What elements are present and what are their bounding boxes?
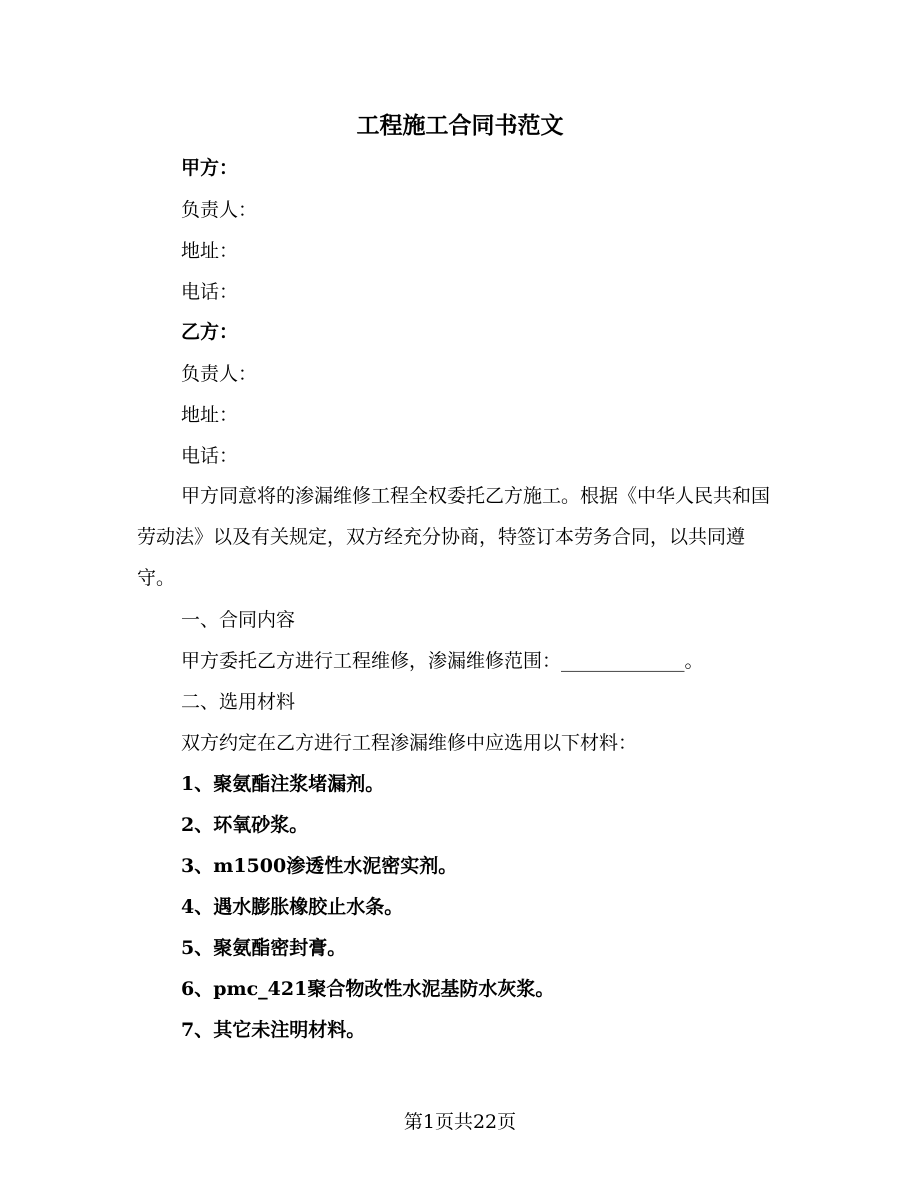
party-b-heading: 乙方： — [181, 321, 239, 343]
intro-text: 甲方同意将的渗漏维修工程全权委托乙方施工。根据《中华人民共和国劳动法》以及有关规定，双方经充分协商，特签订本劳务合同，以共同遵守。 — [137, 485, 771, 589]
intro-paragraph — [137, 476, 777, 599]
material-item: 3、m1500渗透性水泥密实剂。 — [181, 855, 458, 877]
party-b-address-field: 地址： — [181, 404, 239, 426]
material-item: 5、聚氨酯密封膏。 — [181, 937, 347, 959]
material-item: 6、pmc_421聚合物改性水泥基防水灰浆。 — [181, 978, 555, 1000]
party-a-heading: 甲方： — [181, 157, 239, 179]
section1-body: 甲方委托乙方进行工程维修，渗漏维修范围：_____________。 — [181, 650, 704, 672]
party-a-phone-field: 电话： — [181, 281, 239, 303]
party-a-manager-field: 负责人： — [181, 199, 258, 221]
page-number: 第1页共22页 — [403, 1111, 517, 1133]
document-title: 工程施工合同书范文 — [356, 112, 564, 139]
material-item: 7、其它未注明材料。 — [181, 1019, 366, 1041]
party-b-manager-field: 负责人： — [181, 363, 258, 385]
section2-heading: 二、选用材料 — [181, 691, 296, 713]
section1-heading: 一、合同内容 — [181, 609, 296, 631]
section2-body: 双方约定在乙方进行工程渗漏维修中应选用以下材料： — [181, 732, 638, 754]
material-item: 4、遇水膨胀橡胶止水条。 — [181, 896, 404, 918]
material-item: 2、环氧砂浆。 — [181, 814, 309, 836]
party-a-address-field: 地址： — [181, 240, 239, 262]
material-item: 1、聚氨酯注浆堵漏剂。 — [181, 773, 385, 795]
party-b-phone-field: 电话： — [181, 445, 239, 467]
